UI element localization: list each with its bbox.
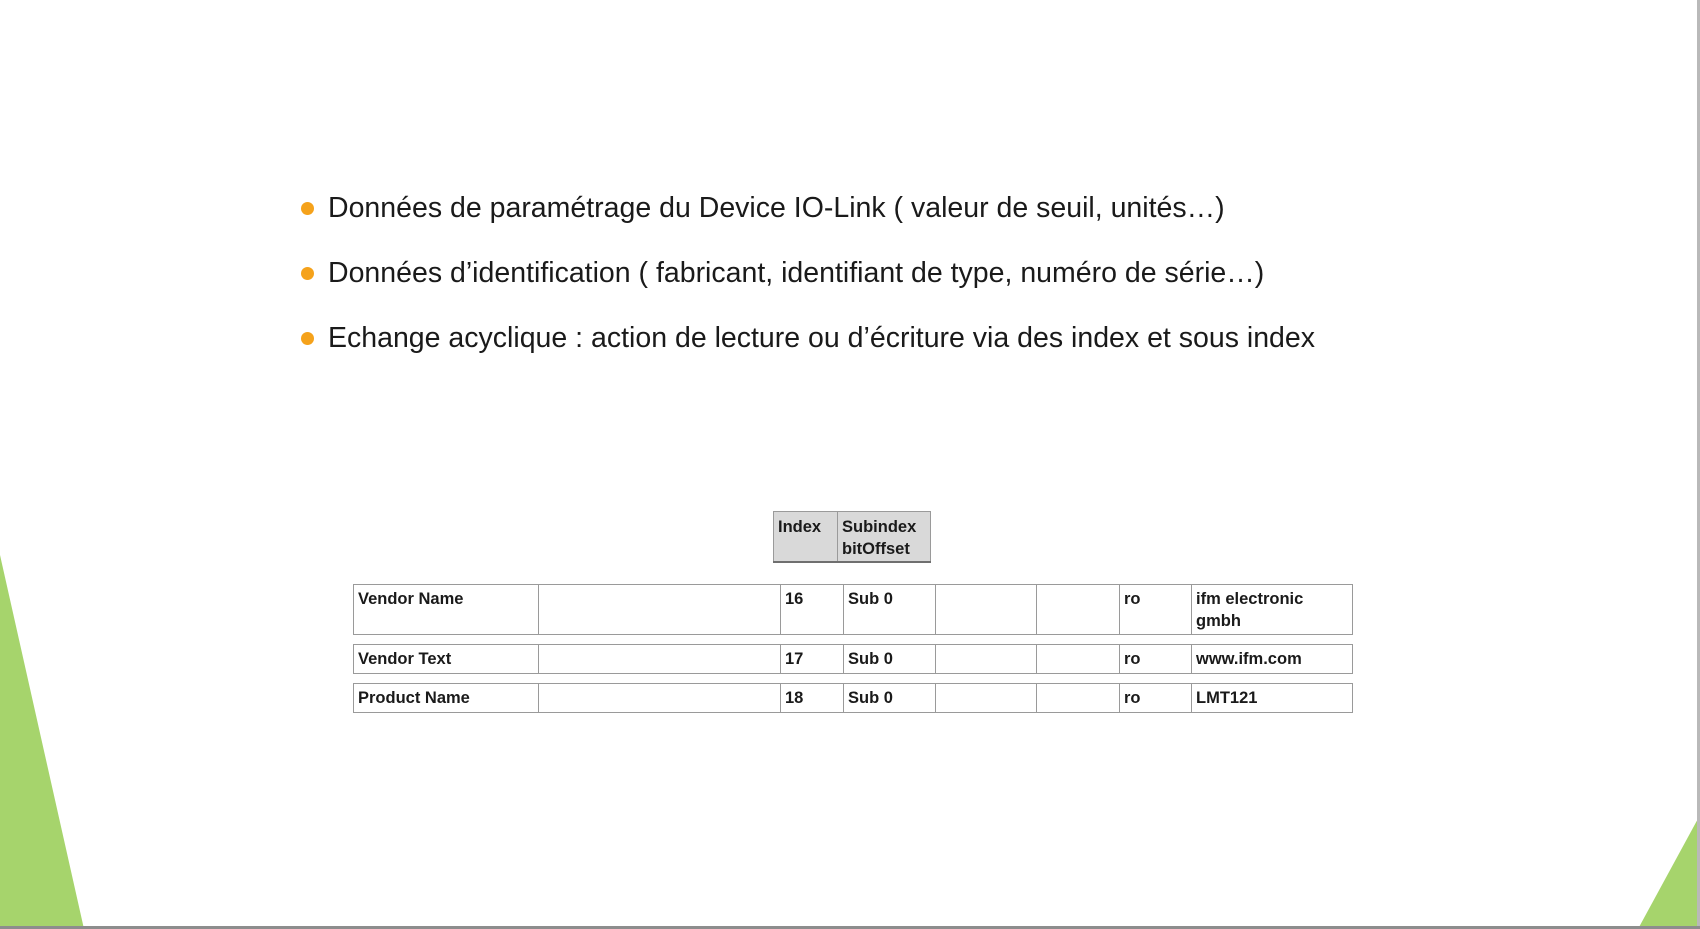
cell-access: ro: [1120, 585, 1192, 635]
bullet-list: [296, 188, 1496, 383]
cell-empty: [1037, 684, 1120, 713]
cell-empty: [936, 645, 1037, 674]
cell-access: ro: [1120, 684, 1192, 713]
table-row: [353, 644, 1353, 674]
left-green-triangle: [0, 555, 84, 929]
cell-value: ifm electronic gmbh: [1192, 585, 1353, 635]
cell-empty: [1037, 585, 1120, 635]
cell-empty: [539, 684, 781, 713]
table-row: [353, 584, 1353, 635]
bullet-text: Echange acyclique : action de lecture ou d’écriture via des index et sous index: [328, 322, 1316, 354]
header-subindex: Subindex bitOffset: [838, 512, 931, 563]
cell-value: LMT121: [1192, 684, 1353, 713]
cell-name: Vendor Text: [354, 645, 539, 674]
bullet-text: Données d’identification ( fabricant, identifiant de type, numéro de série…): [328, 257, 1265, 289]
cell-subindex: Sub 0: [844, 645, 936, 674]
cell-index: 16: [781, 585, 844, 635]
cell-empty: [539, 585, 781, 635]
cell-subindex: Sub 0: [844, 585, 936, 635]
header-index: Index: [774, 512, 838, 563]
bullet-dot-icon: [301, 267, 314, 280]
table-row: [353, 683, 1353, 713]
cell-name: Product Name: [354, 684, 539, 713]
cell-empty: [936, 585, 1037, 635]
cell-access: ro: [1120, 645, 1192, 674]
cell-empty: [1037, 645, 1120, 674]
cell-empty: [539, 645, 781, 674]
cell-index: 17: [781, 645, 844, 674]
bullet-item: [296, 253, 1496, 318]
bullet-item: [296, 318, 1496, 383]
bullet-item: [296, 188, 1496, 253]
cell-index: 18: [781, 684, 844, 713]
right-green-triangle: [1638, 815, 1700, 929]
bullet-text: Données de paramétrage du Device IO-Link ( valeur de seuil, unités…): [328, 192, 1225, 224]
cell-name: Vendor Name: [354, 585, 539, 635]
cell-empty: [936, 684, 1037, 713]
cell-subindex: Sub 0: [844, 684, 936, 713]
cell-value: www.ifm.com: [1192, 645, 1353, 674]
bullet-dot-icon: [301, 332, 314, 345]
table-header: [773, 511, 931, 563]
bullet-dot-icon: [301, 202, 314, 215]
